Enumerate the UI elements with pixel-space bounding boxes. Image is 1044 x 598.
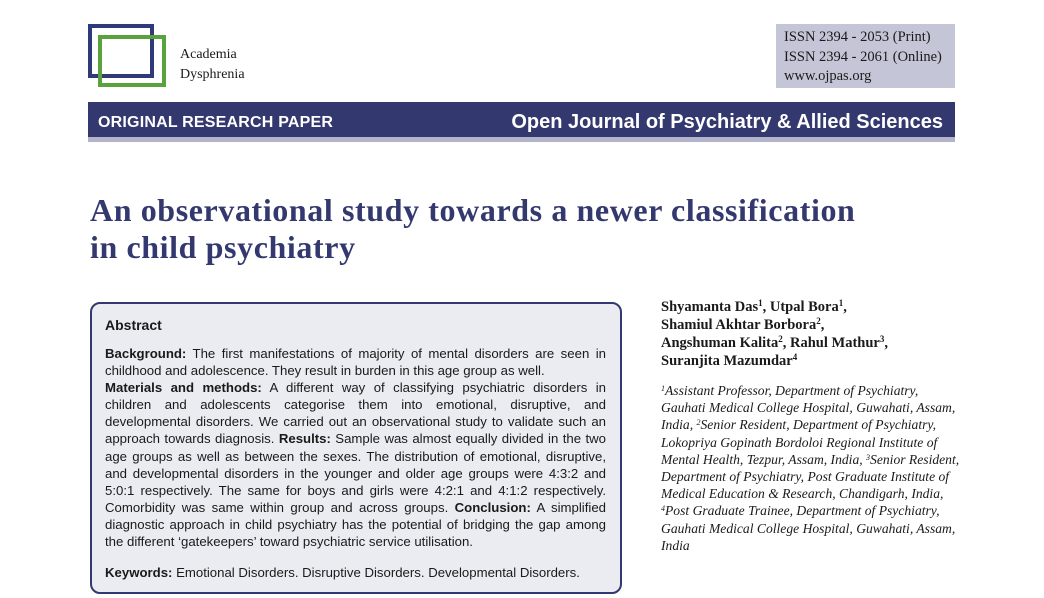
author-sup: 2 (816, 316, 821, 326)
conclusion-text: A simplified diagnostic approach in child psychiatry has the potential of bridging the gap among the different ‘gatekeepers’ toward psychiatric service utilisation. (105, 499, 606, 550)
author-name: Suranjita Mazumdar (661, 353, 793, 369)
conclusion-label: Conclusion: (454, 499, 531, 515)
article-type: ORIGINAL RESEARCH PAPER (98, 114, 334, 131)
affiliation-sup: 4 (661, 504, 665, 514)
title-line2: in child psychiatry (90, 229, 356, 265)
affiliation-sup: 1 (661, 384, 665, 393)
logo-line2: Dysphrenia (180, 67, 245, 82)
abstract-box (90, 302, 622, 594)
methods-label: Materials and methods: (105, 380, 262, 396)
logo-inner-square (98, 35, 166, 87)
author-name: Shamiul Akhtar Borbora (661, 317, 817, 333)
logo-line1: Academia (180, 47, 237, 62)
header-banner (88, 102, 955, 142)
issn-box (776, 24, 955, 88)
logo-text (180, 45, 245, 85)
abstract-heading: Abstract (105, 317, 162, 333)
background-label: Background: (105, 346, 187, 361)
keywords (105, 564, 606, 581)
affiliations (661, 382, 961, 554)
author-name: Angshuman Kalita (661, 335, 779, 351)
issn-online: ISSN 2394 - 2061 (Online) (784, 48, 942, 65)
author-sup: 1 (838, 298, 844, 308)
affiliation-sup: 2 (696, 418, 701, 428)
keywords-label: Keywords: (105, 565, 173, 581)
author-sup: 4 (792, 352, 798, 362)
keywords-text: Emotional Disorders. Disruptive Disorders. Developmental Disorders. (172, 565, 580, 581)
results-text: Sample was almost equally divided in the two age groups as well as between the sexes. The distribution of emotional, disruptive, and developmental disorders in the younger and older age groups were 4:3:2 and 5:0:1 respectively. The same for boys and girls were 4:2:1 and 4:1:2 respectively. Comorbidity was same within group and across groups. (105, 431, 606, 515)
affiliation-sup: 3 (866, 452, 871, 462)
author-name: Shyamanta Das (661, 299, 759, 315)
author-sup: 3 (879, 334, 885, 344)
abstract-body (105, 345, 606, 550)
affiliation-text: Post Graduate Trainee, Department of Psychiatry, Gauhati Medical College Hospital, Guwahati, Assam, India (661, 503, 956, 553)
results-label: Results: (278, 431, 331, 447)
journal-name: Open Journal of Psychiatry & Allied Sciences (511, 111, 943, 133)
affiliation-text: Assistant Professor, Department of Psychiatry, Gauhati Medical College Hospital, Guwahati, Assam, India, (661, 383, 956, 433)
title-line1: An observational study towards a newer classification (90, 192, 856, 228)
author-name: Utpal Bora (769, 299, 839, 315)
paper-title (90, 192, 960, 266)
author-sup: 2 (778, 334, 783, 344)
author-name: Rahul Mathur (790, 335, 880, 351)
methods-text: A different way of classifying psychiatric disorders in children and adolescents categorise them into emotional, disruptive, and developmental disorders. We carried out an observational study to validate such an approach towards diagnosis. (105, 380, 607, 447)
affiliation-text: Senior Resident, Department of Psychiatry, Lokopriya Gopinath Bordoloi Regional Institute of Mental Health, Tezpur, Assam, India, (661, 417, 938, 467)
author-list: Shyamanta Das$^1$, Utpal Bora$^1$, Shamiul Akhtar Borbora$^2$, Angshuman Kalita$^2$, Rahul Mathur$^3$, Suranjita Mazumdar$^4$ (661, 298, 888, 369)
journal-logo (88, 24, 268, 86)
author-sup: 1 (758, 298, 763, 308)
background-text: The first manifestations of majority of mental disorders are seen in childhood and adolescence. They result in burden in this age group as well. (105, 346, 606, 379)
affiliation-text: Senior Resident, Department of Psychiatry, Post Graduate Institute of Medical Education & Research, Chandigarh, India, (661, 451, 960, 502)
issn-print: ISSN 2394 - 2053 (Print) (784, 29, 931, 45)
journal-website[interactable]: www.ojpas.org (784, 68, 872, 84)
